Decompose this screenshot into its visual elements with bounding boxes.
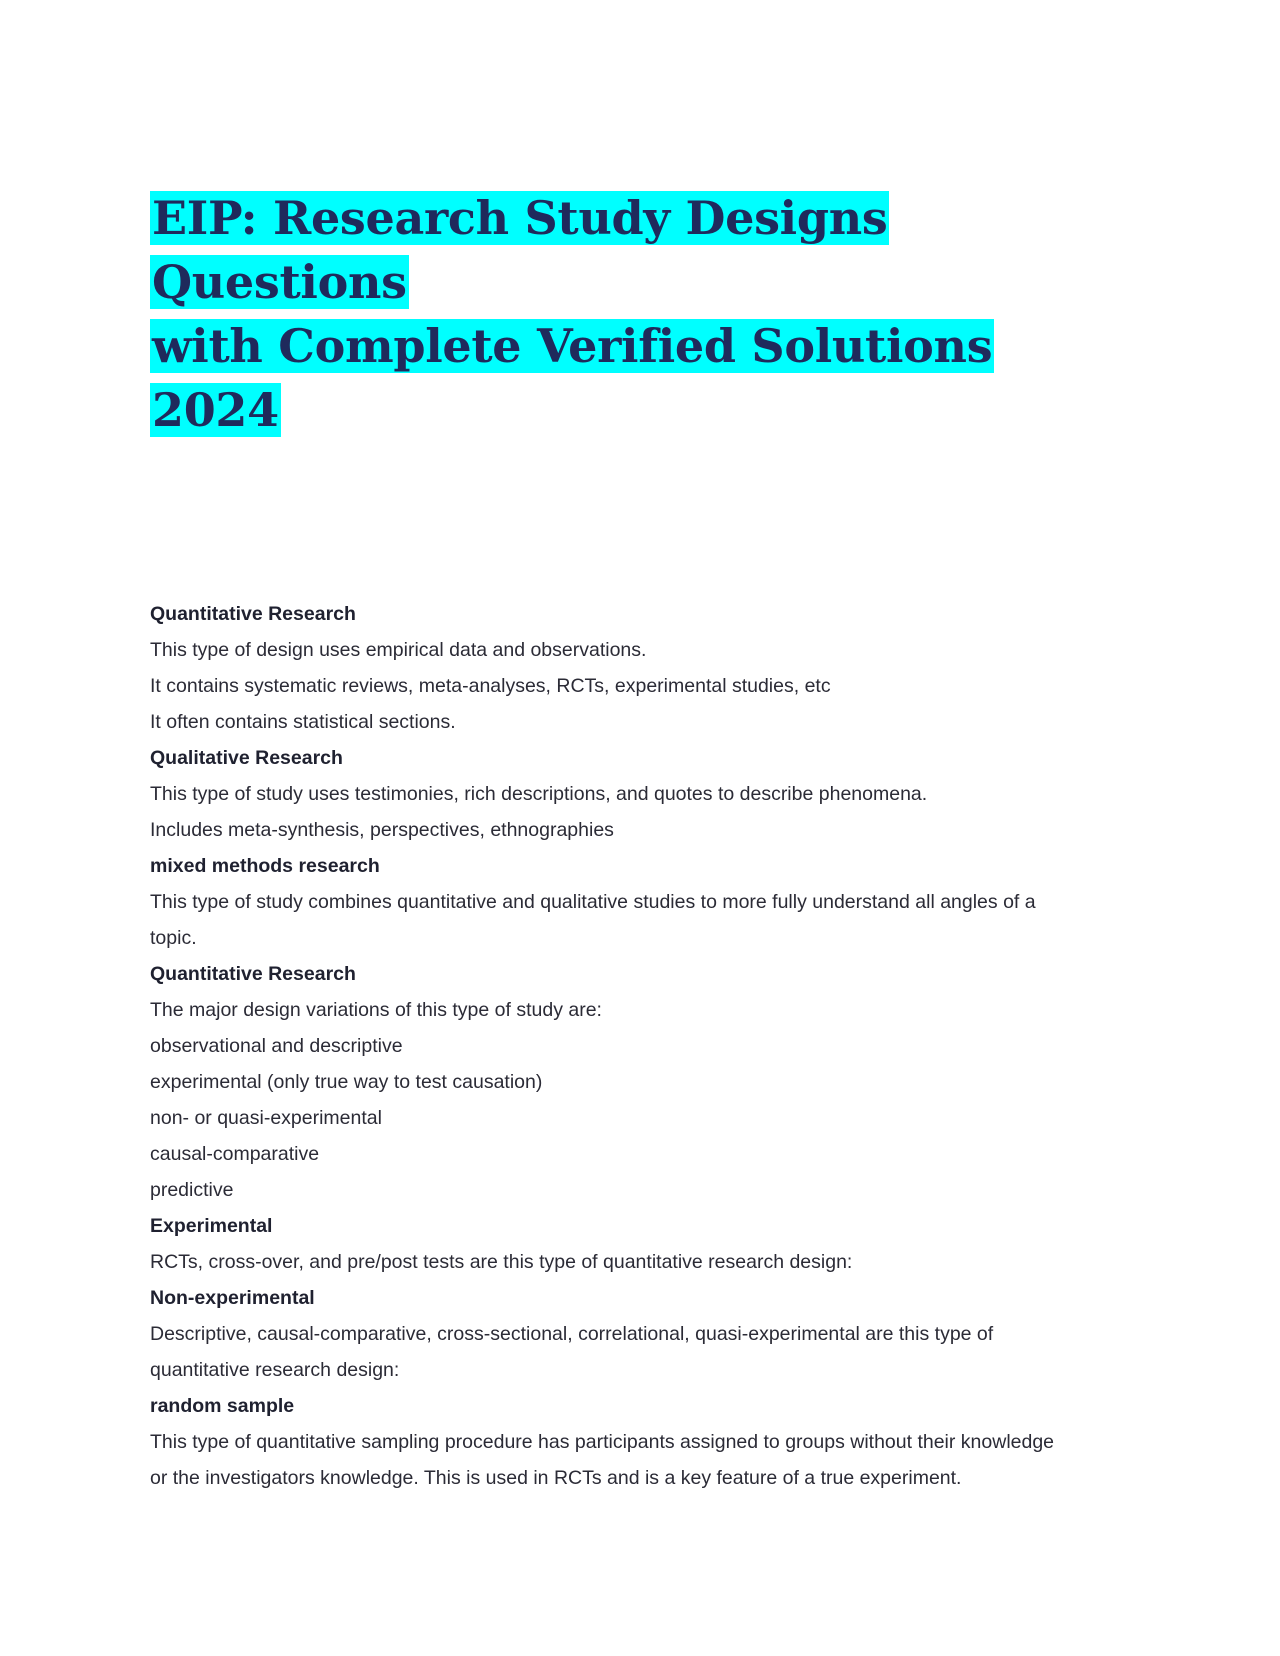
entry-definition-line: topic.	[150, 927, 197, 949]
entry-definition-line: observational and descriptive	[150, 1035, 403, 1057]
entry-definition-line: Includes meta-synthesis, perspectives, ethnographies	[150, 819, 614, 841]
entry-term: mixed methods research	[150, 855, 380, 877]
entry-term: Qualitative Research	[150, 747, 343, 769]
entry-definition-line: non- or quasi-experimental	[150, 1107, 382, 1129]
entry-definition-line: This type of study combines quantitative and qualitative studies to more fully understand all angles of a	[150, 891, 1036, 913]
document-title	[150, 186, 1130, 442]
entry-term: Non-experimental	[150, 1287, 315, 1309]
flashcard-entry	[150, 1388, 1140, 1496]
entry-definition-line: This type of study uses testimonies, rich descriptions, and quotes to describe phenomena.	[150, 783, 928, 805]
entry-definition-line: or the investigators knowledge. This is used in RCTs and is a key feature of a true experiment.	[150, 1467, 962, 1489]
flashcard-entry	[150, 740, 1140, 848]
entry-definition-line: RCTs, cross-over, and pre/post tests are this type of quantitative research design:	[150, 1251, 853, 1273]
entry-definition-line: The major design variations of this type of study are:	[150, 999, 602, 1021]
entry-definition-line: This type of quantitative sampling procedure has participants assigned to groups without their knowledge	[150, 1431, 1055, 1453]
entry-definition-line: It contains systematic reviews, meta-analyses, RCTs, experimental studies, etc	[150, 675, 831, 697]
entry-definition-line: This type of design uses empirical data and observations.	[150, 639, 647, 661]
title-line: EIP: Research Study Designs Questions	[152, 191, 888, 309]
entry-definition-line: experimental (only true way to test causation)	[150, 1071, 543, 1093]
flashcard-entry	[150, 848, 1140, 956]
entry-definition-line: predictive	[150, 1179, 234, 1201]
flashcard-entry	[150, 1208, 1140, 1280]
entry-term: random sample	[150, 1395, 295, 1417]
title-line: with Complete Verified Solutions 2024	[152, 319, 993, 437]
entry-term: Experimental	[150, 1215, 273, 1237]
entry-definition-line: quantitative research design:	[150, 1359, 400, 1381]
flashcard-entry	[150, 956, 1140, 1208]
entry-term: Quantitative Research	[150, 963, 356, 985]
entry-definition-line: It often contains statistical sections.	[150, 711, 456, 733]
flashcard-entry	[150, 596, 1140, 740]
flashcard-entry	[150, 1280, 1140, 1388]
entry-definition-line: causal-comparative	[150, 1143, 320, 1165]
entry-definition-line: Descriptive, causal-comparative, cross-sectional, correlational, quasi-experimental are this type of	[150, 1323, 994, 1345]
flashcard-list	[150, 596, 1140, 1496]
entry-term: Quantitative Research	[150, 603, 356, 625]
